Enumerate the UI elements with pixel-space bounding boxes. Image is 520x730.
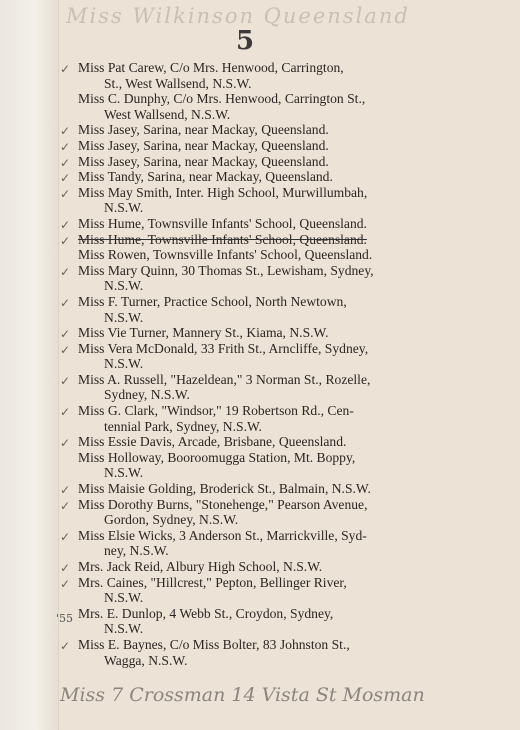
address-list [0,60,520,668]
list-item [0,637,520,668]
list-item [0,606,520,637]
list-item [0,216,520,232]
entry-line: Miss Mary Quinn, 30 Thomas St., Lewisham, Sydney, [78,262,374,278]
list-item [0,559,520,575]
check-mark-icon: ✓ [60,186,71,201]
entry-line: Wagga, N.S.W. [104,652,188,668]
entry-line: Miss May Smith, Inter. High School, Murwillumbah, [78,184,368,200]
entry-line: Miss Jasey, Sarina, near Mackay, Queensland. [78,137,329,153]
list-item [0,434,520,450]
footer-handwriting: Miss 7 Crossman 14 Vista St Mosman [60,684,425,706]
check-mark-icon: ✓ [60,139,71,154]
list-item [0,138,520,154]
entry-line: Miss Holloway, Booroomugga Station, Mt. Boppy, [78,449,356,465]
list-item [0,154,520,170]
entry-line: West Wallsend, N.S.W. [104,106,231,122]
entry-line: Miss Essie Davis, Arcade, Brisbane, Queensland. [78,434,347,450]
check-mark-icon: ✓ [60,529,71,544]
entry-line: Miss A. Russell, "Hazeldean," 3 Norman St., Rozelle, [78,371,371,387]
list-item [0,403,520,434]
entry-line: N.S.W. [104,200,144,216]
list-item [0,372,520,403]
list-item [0,185,520,216]
list-item [0,294,520,325]
entry-line: Miss Vera McDonald, 33 Frith St., Arncliffe, Sydney, [78,340,369,356]
entry-line: Miss Elsie Wicks, 3 Anderson St., Marrickville, Syd- [78,527,367,543]
entry-line: Miss Jasey, Sarina, near Mackay, Queensland. [78,153,329,169]
list-item [0,341,520,372]
entry-line: Miss G. Clark, "Windsor," 19 Robertson Rd., Cen- [78,403,354,419]
entry-line: Miss C. Dunphy, C/o Mrs. Henwood, Carrington St., [78,91,366,107]
margin-note: '55 [56,612,74,625]
check-mark-icon: ✓ [60,233,71,248]
entry-line: Miss Dorothy Burns, "Stonehenge," Pearson Avenue, [78,496,368,512]
list-item [0,450,520,481]
entry-line: N.S.W. [104,621,144,637]
check-mark-icon: ✓ [60,295,71,310]
entry-line: Gordon, Sydney, N.S.W. [104,512,239,528]
list-item [0,122,520,138]
entry-line: Miss F. Turner, Practice School, North Newtown, [78,293,347,309]
entry-line: Miss Hume, Townsville Infants' School, Queensland. [78,231,367,247]
list-item [0,91,520,122]
list-item [0,263,520,294]
entry-line: Mrs. E. Dunlop, 4 Webb St., Croydon, Sydney, [78,605,334,621]
check-mark-icon: ✓ [60,327,71,342]
header-handwriting: Miss Wilkinson Queensland [66,4,410,28]
check-mark-icon: ✓ [60,436,71,451]
check-mark-icon: ✓ [60,498,71,513]
entry-line: tennial Park, Sydney, N.S.W. [104,418,262,434]
check-mark-icon: ✓ [60,171,71,186]
check-mark-icon: ✓ [60,62,71,76]
entry-line: N.S.W. [104,465,144,481]
check-mark-icon: ✓ [60,264,71,279]
entry-line: Mrs. Jack Reid, Albury High School, N.S.W. [78,559,323,574]
list-item [0,247,520,263]
entry-line: St., West Wallsend, N.S.W. [104,75,252,91]
check-mark-icon: ✓ [60,483,71,498]
list-item [0,232,520,248]
entry-line: N.S.W. [104,356,144,372]
entry-line: N.S.W. [104,278,144,294]
entry-line: Miss Pat Carew, C/o Mrs. Henwood, Carrington, [78,60,344,75]
check-mark-icon: ✓ [60,561,71,575]
entry-line: N.S.W. [104,590,144,606]
check-mark-icon: ✓ [60,217,71,232]
entry-line: ney, N.S.W. [104,543,169,559]
list-item [0,169,520,185]
entry-line: Mrs. Caines, "Hillcrest," Pepton, Bellinger River, [78,574,347,590]
entry-line: Miss Jasey, Sarina, near Mackay, Queensland. [78,122,329,138]
entry-line: Miss Maisie Golding, Broderick St., Balmain, N.S.W. [78,481,371,497]
check-mark-icon: ✓ [60,124,71,139]
entry-line: Miss Tandy, Sarina, near Mackay, Queensland. [78,169,333,185]
entry-line: Miss E. Baynes, C/o Miss Bolter, 83 Johnston St., [78,636,350,652]
list-item [0,497,520,528]
entry-line: Miss Hume, Townsville Infants' School, Queensland. [78,215,367,231]
list-item [0,575,520,606]
check-mark-icon: ✓ [60,342,71,357]
entry-line: Sydney, N.S.W. [104,387,190,403]
list-item [0,325,520,341]
check-mark-icon: ✓ [60,638,71,653]
entry-line: Miss Vie Turner, Mannery St., Kiama, N.S.W. [78,325,329,341]
list-item [0,60,520,91]
entry-line: N.S.W. [104,309,144,325]
check-mark-icon: ✓ [60,576,71,591]
check-mark-icon: ✓ [60,373,71,388]
entry-line: Miss Rowen, Townsville Infants' School, Queensland. [78,247,373,263]
check-mark-icon: ✓ [60,155,71,170]
check-mark-icon: ✓ [60,405,71,420]
list-item [0,528,520,559]
page-number: 5 [236,26,255,56]
list-item [0,481,520,497]
